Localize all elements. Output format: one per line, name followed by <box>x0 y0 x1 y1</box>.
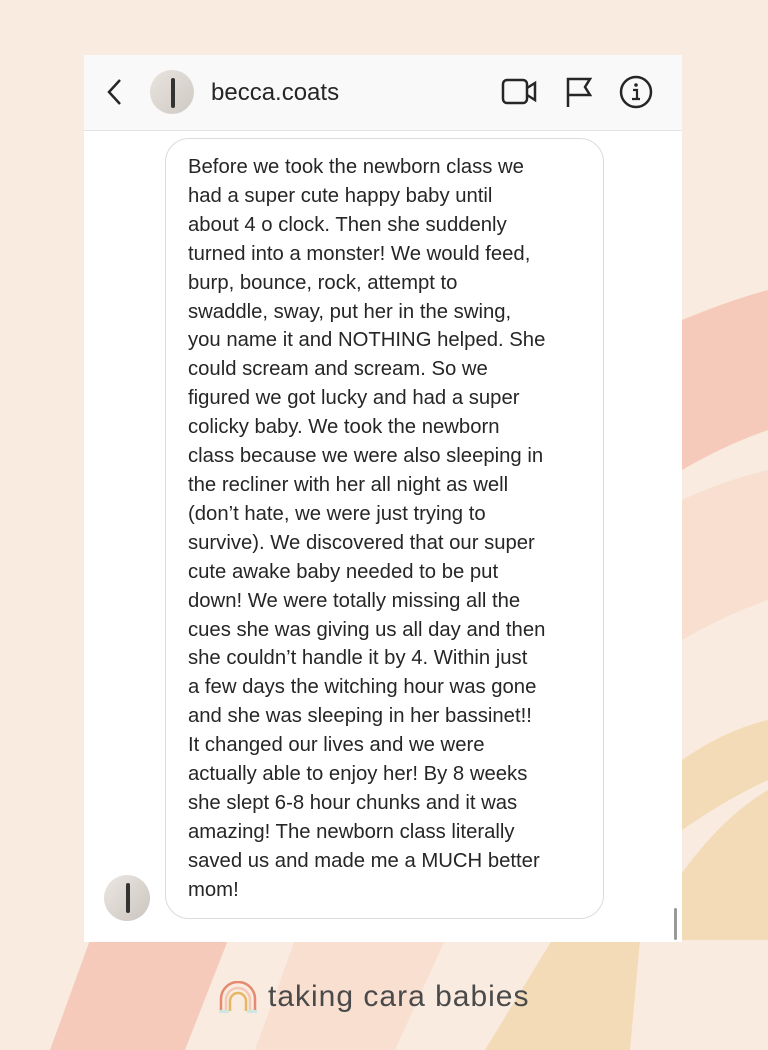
message-line: mom! <box>188 878 239 901</box>
brand-logo <box>218 980 530 1014</box>
info-icon[interactable] <box>618 75 654 111</box>
message-line: turned into a monster! We would feed, <box>188 242 531 265</box>
brand-name: taking cara babies <box>268 980 530 1013</box>
message-line: down! We were totally missing all the <box>188 589 521 612</box>
sender-avatar[interactable] <box>104 875 150 921</box>
message-line: actually able to enjoy her! By 8 weeks <box>188 763 528 786</box>
back-chevron-icon[interactable] <box>104 77 126 107</box>
message-line: could scream and scream. So we <box>188 358 488 381</box>
message-line: burp, bounce, rock, attempt to <box>188 271 458 294</box>
message-bubble <box>165 138 604 919</box>
username[interactable]: becca.coats <box>211 79 340 106</box>
message-line: survive). We discovered that our super <box>188 531 535 554</box>
message-line: and she was sleeping in her bassinet!! <box>188 705 532 728</box>
message-line: amazing! The newborn class literally <box>188 820 515 843</box>
avatar[interactable] <box>150 70 194 114</box>
message-line: the recliner with her all night as well <box>188 473 509 496</box>
message-line: a few days the witching hour was gone <box>188 676 537 699</box>
message-line: figured we got lucky and had a super <box>188 387 520 410</box>
dm-window <box>84 55 682 942</box>
message-line: cute awake baby needed to be put <box>188 560 499 583</box>
rainbow-icon <box>218 981 258 1013</box>
chat-header <box>84 55 682 131</box>
message-line: colicky baby. We took the newborn <box>188 416 500 439</box>
flag-icon[interactable] <box>564 75 594 109</box>
message-line: Before we took the newborn class we <box>188 156 524 178</box>
video-call-icon[interactable] <box>501 75 539 109</box>
message-line: you name it and NOTHING helped. She <box>188 329 546 352</box>
message-line: class because we were also sleeping in <box>188 445 544 468</box>
message-line: saved us and made me a MUCH better <box>188 849 540 872</box>
message-line: she slept 6-8 hour chunks and it was <box>188 791 518 814</box>
message-line: It changed our lives and we were <box>188 734 485 757</box>
message-line: (don’t hate, we were just trying to <box>188 502 486 525</box>
scrollbar[interactable] <box>674 908 677 940</box>
message-line: cues she was giving us all day and then <box>188 618 546 641</box>
message-line: she couldn’t handle it by 4. Within just <box>188 647 528 670</box>
message-line: swaddle, sway, put her in the swing, <box>188 300 512 323</box>
message-line: had a super cute happy baby until <box>188 184 493 207</box>
message-line: about 4 o clock. Then she suddenly <box>188 213 507 236</box>
